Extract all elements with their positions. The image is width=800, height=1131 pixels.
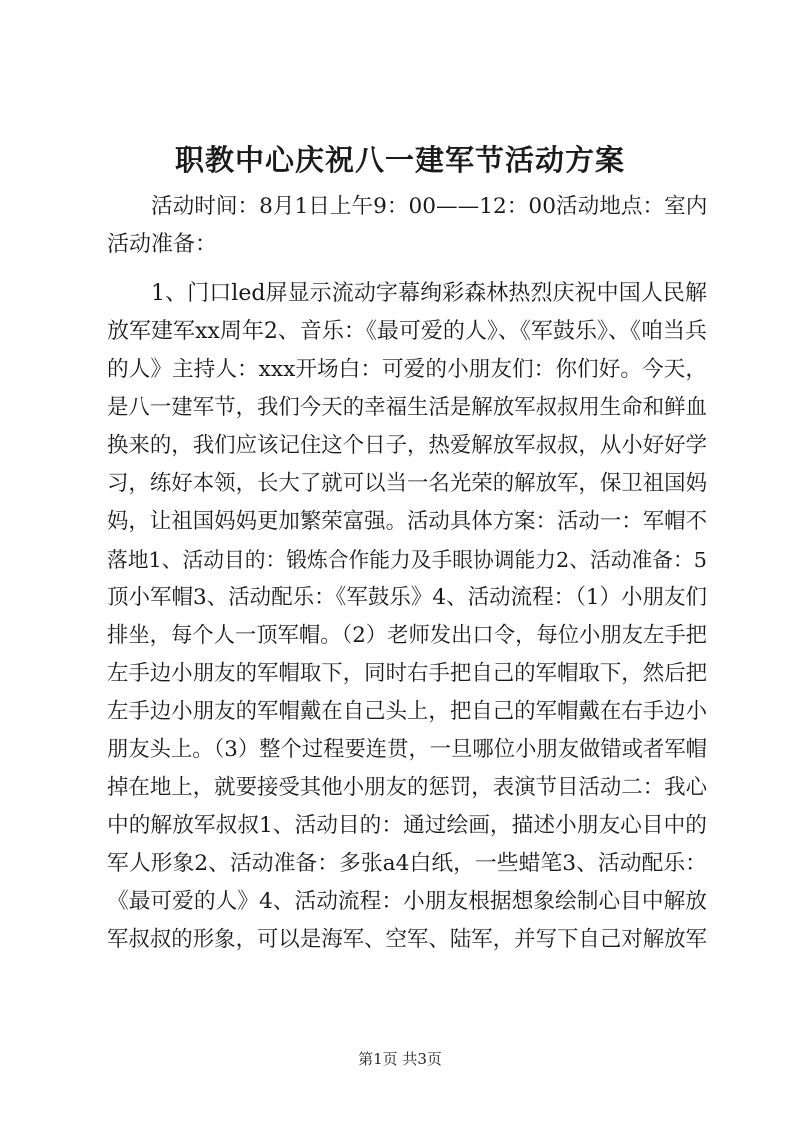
page-number-footer: 第1页 共3页 — [358, 1050, 442, 1068]
paragraph-line: 中的解放军叔叔1、活动目的：通过绘画，描述小朋友心目中的 — [107, 813, 707, 838]
paragraph-line: 的人》主持人：xxx开场白：可爱的小朋友们：你们好。今天， — [107, 357, 707, 382]
document-title: 职教中心庆祝八一建军节活动方案 — [174, 143, 625, 177]
paragraph-line: 军叔叔的形象，可以是海军、空军、陆军，并写下自己对解放军 — [107, 927, 707, 952]
paragraph-line: 活动时间：8月1日上午9：00——12：00活动地点：室内 — [151, 194, 708, 219]
paragraph-line: 是八一建军节，我们今天的幸福生活是解放军叔叔用生命和鲜血 — [107, 395, 707, 420]
paragraph-line: 左手边小朋友的军帽取下，同时右手把自己的军帽取下，然后把 — [107, 661, 707, 686]
paragraph-line: 妈，让祖国妈妈更加繁荣富强。活动具体方案：活动一：军帽不 — [107, 509, 707, 534]
paragraph-line: 活动准备： — [107, 232, 218, 257]
paragraph-line: 1、门口led屏显示流动字幕绚彩森林热烈庆祝中国人民解 — [151, 281, 707, 306]
paragraph-line: 军人形象2、活动准备：多张a4白纸，一些蜡笔3、活动配乐： — [107, 851, 707, 876]
paragraph-line: 朋友头上。（3）整个过程要连贯，一旦哪位小朋友做错或者军帽 — [107, 737, 707, 762]
paragraph-line: 习，练好本领，长大了就可以当一名光荣的解放军，保卫祖国妈 — [107, 471, 707, 496]
paragraph-line: 左手边小朋友的军帽戴在自己头上，把自己的军帽戴在右手边小 — [107, 699, 707, 724]
paragraph-line: 落地1、活动目的：锻炼合作能力及手眼协调能力2、活动准备：5 — [107, 548, 707, 572]
paragraph-line: 放军建军xx周年2、音乐：《最可爱的人》、《军鼓乐》、《咱当兵 — [107, 319, 707, 344]
document-body — [107, 188, 707, 959]
paragraph-line: 顶小军帽3、活动配乐：《军鼓乐》4、活动流程：（1）小朋友们 — [107, 585, 708, 610]
paragraph-line: 掉在地上，就要接受其他小朋友的惩罚，表演节目活动二：我心 — [107, 775, 707, 800]
paragraph-line: 排坐，每个人一顶军帽。（2）老师发出口令，每位小朋友左手把 — [107, 623, 707, 648]
paragraph-line: 换来的，我们应该记住这个日子，热爱解放军叔叔，从小好好学 — [107, 433, 707, 458]
paragraph-line: 《最可爱的人》4、活动流程：小朋友根据想象绘制心目中解放 — [107, 889, 707, 914]
